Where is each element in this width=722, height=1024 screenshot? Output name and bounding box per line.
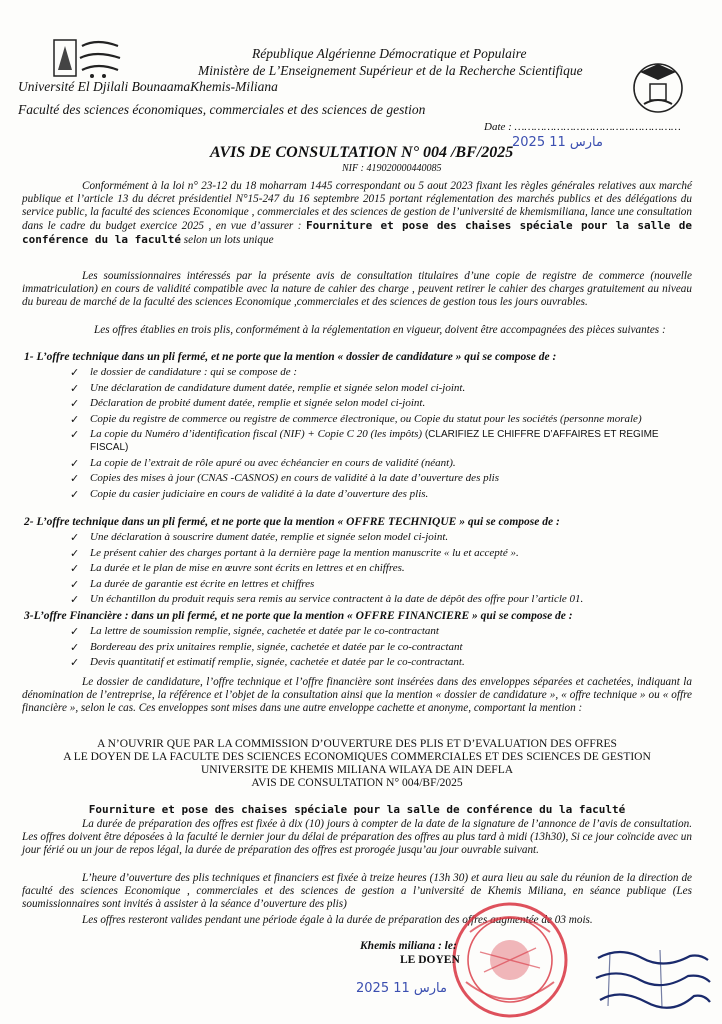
header-faculty: Faculté des sciences économiques, commerciales et des sciences de gestion <box>18 102 426 117</box>
section1-list <box>70 366 690 503</box>
handwritten-signature <box>590 944 714 1014</box>
list-item: ✓ La lettre de soumission remplie, signée, cachetée et datée par le co-contractant <box>70 625 690 638</box>
document-title: AVIS DE CONSULTATION N° 004 /BF/2025 <box>210 144 514 161</box>
faculty-logo <box>52 36 124 82</box>
date-field: Date : …………………………………………… <box>484 121 681 133</box>
header-republic: République Algérienne Démocratique et Populaire <box>252 46 527 61</box>
nif-note: (CLARIFIEZ LE CHIFFRE D’AFFAIRES ET REGIME FISCAL) <box>90 429 659 453</box>
intro-suffix: selon un lots unique <box>183 234 274 246</box>
nif-number: NIF : 419020000440085 <box>342 163 442 174</box>
header-ministry: Ministère de L’Enseignement Supérieur et de la Recherche Scientifique <box>198 63 583 78</box>
signature-place: Khemis miliana : le: <box>360 940 457 952</box>
list-item: ✓ Copies des mises à jour (CNAS -CASNOS) en cours de validité à la date d’ouverture des plis <box>70 472 690 485</box>
consultation-object: Fourniture et pose des chaises spéciale pour la salle de conférence du la faculté <box>22 219 692 246</box>
address-block <box>22 738 692 790</box>
section1-heading: 1- L’offre technique dans un pli fermé, et ne porte que la mention « dossier de candidature » qui se compose de : <box>24 351 557 363</box>
list-item: ✓ Déclaration de probité dument datée, remplie et signée selon model ci-joint. <box>70 397 690 410</box>
list-item: ✓ Copie du casier judiciaire en cours de validité à la date d’ouverture des plis. <box>70 488 690 501</box>
date-stamp-top: 2025 مارس 11 <box>512 135 603 150</box>
address-line: A N’OUVRIR QUE PAR LA COMMISSION D’OUVERTURE DES PLIS ET D’EVALUATION DES OFFRES <box>97 738 617 750</box>
list-item: ✓ Une déclaration de candidature dument datée, remplie et signée selon model ci-joint. <box>70 382 690 395</box>
header-university: Université El Djilali BounaamaKhemis-Miliana <box>18 79 278 94</box>
section2-list <box>70 531 690 609</box>
university-logo <box>628 58 688 114</box>
validity-paragraph: Les offres resteront valides pendant une période égale à la durée de préparation des offres augmentée de 03 mois. <box>82 914 593 926</box>
list-item: ✓ Un échantillon du produit requis sera remis au service contractent à la date de dépôt des offre pour l’article 01. <box>70 593 690 606</box>
address-line: AVIS DE CONSULTATION N° 004/BF/2025 <box>251 777 463 789</box>
list-item: ✓ La copie du Numéro d’identification fiscal (NIF) + Copie C 20 (les impôts) (CLARIFIEZ LE CHIFFRE D’AFFAIRES ET REGIME FISCAL) <box>70 428 690 454</box>
intro-paragraph <box>22 180 692 247</box>
list-item: ✓ La copie de l’extrait de rôle apuré ou avec échéancier en cours de validité (néant). <box>70 457 690 470</box>
list-item: ✓ Une déclaration à souscrire dument datée, remplie et signée selon model ci-joint. <box>70 531 690 544</box>
list-item: ✓ La durée et le plan de mise en œuvre sont écrits en lettres et en chiffres. <box>70 562 690 575</box>
official-seal <box>440 892 580 1022</box>
bidders-paragraph: Les soumissionnaires intéressés par la présente avis de consultation titulaires d’une copie de registre de commerce (nouvelle immatriculation) en cours de validité compatible avec la nature de cahier des charge , peuvent retirer le cahier des charges gratuitement au niveau du bureau de marché de la faculté des sciences Economique ,commerciales et des sciences de gestion tous les jours ouvrables. <box>22 270 692 308</box>
envelopes-paragraph: Le dossier de candidature, l’offre technique et l’offre financière sont insérées dans des enveloppes séparées et cachetées, indiquant la dénomination de l’entreprise, la référence et l’objet de la consultation ainsi que la mention « dossier de candidature », « offre technique » ou « offre financière », selon le cas. Ces enveloppes sont mises dans une autre enveloppe cachette et anonyme, comportant la mention : <box>22 676 692 714</box>
preparation-paragraph: La durée de préparation des offres est fixée à dix (10) jours à compter de la date de la signature de l’annonce de l’avis de consultation. Les offres doivent être déposées à la faculté le dernier jour du délai de préparation des offres au plus tard à midi (13h30), Si ce jour coïncide avec un jour férié ou un jour de repos légal, la durée de préparation des offres est prorogée jusqu’au jour ouvrable suivant. <box>22 818 692 856</box>
section3-list <box>70 625 690 672</box>
address-subject: Fourniture et pose des chaises spéciale pour la salle de conférence du la faculté <box>88 803 626 816</box>
signature-role: LE DOYEN <box>400 954 460 966</box>
list-item: ✓ La durée de garantie est écrite en lettres et chiffres <box>70 578 690 591</box>
address-line: UNIVERSITE DE KHEMIS MILIANA WILAYA DE AIN DEFLA <box>200 764 514 776</box>
list-item: ✓ Bordereau des prix unitaires remplie, signée, cachetée et datée par le co-contractant <box>70 641 690 654</box>
address-line: A LE DOYEN DE LA FACULTE DES SCIENCES ECONOMIQUES COMMERCIALES ET DES SCIENCES DE GESTION <box>63 751 651 763</box>
offers-paragraph: Les offres établies en trois plis, conformément à la réglementation en vigueur, doivent être accompagnées des pièces suivantes : <box>94 324 666 336</box>
section2-heading: 2- L’offre technique dans un pli fermé, et ne porte que la mention « OFFRE TECHNIQUE » qui se compose de : <box>24 516 560 528</box>
list-item: ✓ le dossier de candidature : qui se compose de : <box>70 366 690 379</box>
list-item: ✓ Le présent cahier des charges portant à la dernière page la mention manuscrite « lu et accepté ». <box>70 547 690 560</box>
list-item: ✓ Devis quantitatif et estimatif remplie, signée, cachetée et datée par le co-contractant. <box>70 656 690 669</box>
intro-text: Conformément à la loi n° 23-12 du 18 moharram 1445 correspondant ou 5 aout 2023 fixant les règles générales relatives aux marché publique et l’article 13 du décret présidentiel N°15-247 du 16 septembre 2015 portant réglementation des marchés publics et des délégations du service public, la faculté des sciences Economique , commerciales et des sciences de gestion de l’université de khemismiliana, lance une consultation dans le cadre du budget exercice 2025 , en vue d’assurer : <box>22 180 692 232</box>
list-item: ✓ Copie du registre de commerce ou registre de commerce électronique, ou Copie du statut pour les sociétés (personne morale) <box>70 413 690 426</box>
section3-heading: 3-L’offre Financière : dans un pli fermé, et ne porte que la mention « OFFRE FINANCIERE » qui se compose de : <box>24 610 573 622</box>
opening-paragraph: L’heure d’ouverture des plis techniques et financiers est fixée à treize heures (13h 30) et aura lieu au sale du réunion de la direction de faculté des sciences Economique , commerciales et des sciences de gestion a l’université de Khemis Miliana, en séance publique (Les soumissionnaires sont invités à assister à la séance d’ouverture des plis) <box>22 872 692 910</box>
date-stamp-bottom: 2025 مارس 11 <box>356 981 447 996</box>
